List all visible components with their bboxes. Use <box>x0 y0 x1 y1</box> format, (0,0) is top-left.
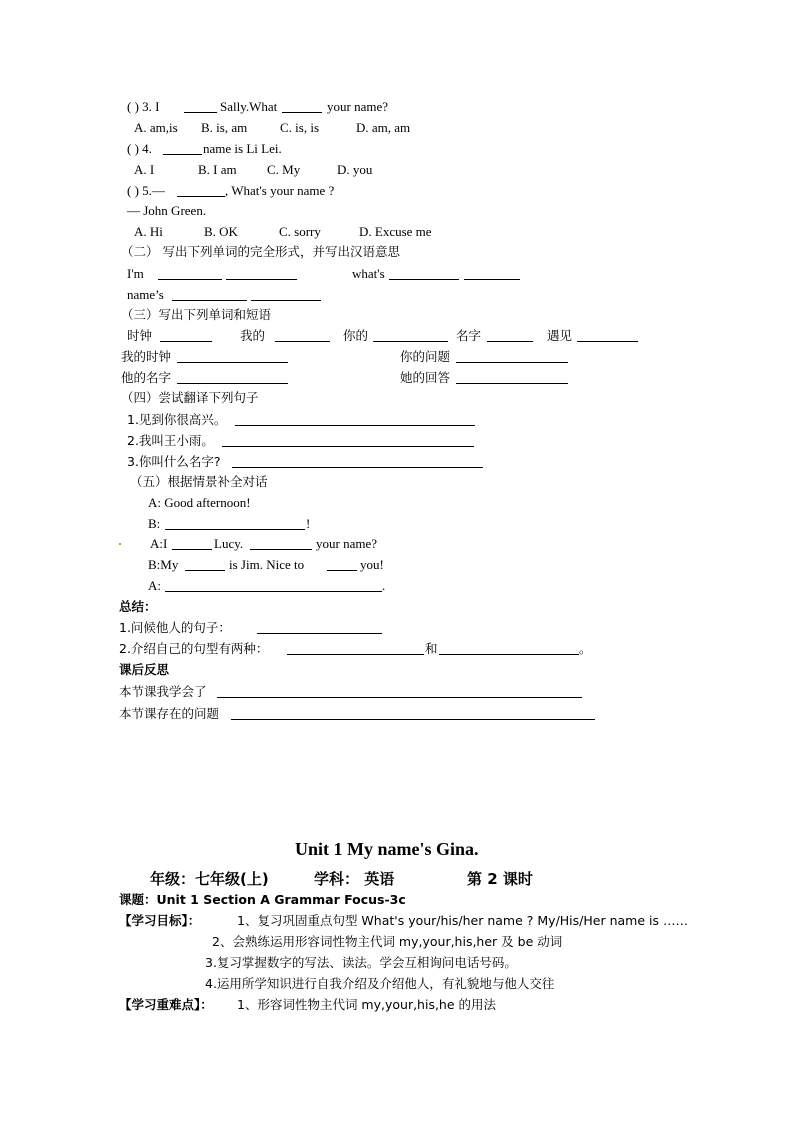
q4-stem-start: ( ) 4. <box>127 141 152 156</box>
reflection-1-text: 本节课我学会了 <box>119 684 207 699</box>
goal-2: 2、会熟练运用形容词性物主代词 my,your,his,her 及 be 动词 <box>212 934 563 949</box>
dialog-3-blank-2[interactable] <box>250 537 312 550</box>
reflection-2-blank[interactable] <box>231 707 595 720</box>
translate-2-blank[interactable] <box>222 434 474 447</box>
q5-stem-end: , What's your name ? <box>225 183 335 198</box>
dialog-3-end: your name? <box>316 536 378 551</box>
q3-blank-2[interactable] <box>282 100 322 113</box>
lesson-label: 第 2 课时 <box>467 870 533 888</box>
q5-option-b[interactable]: B. OK <box>204 224 238 239</box>
summary-2-and: 和 <box>425 641 438 656</box>
goal-4: 4.运用所学知识进行自我介绍及介绍他人，有礼貌地与他人交往 <box>205 976 555 991</box>
q4-stem-end: name is Li Lei. <box>203 141 282 156</box>
dialog-5-blank[interactable] <box>165 579 382 592</box>
name-blank[interactable] <box>487 329 533 342</box>
q5-option-c[interactable]: C. sorry <box>279 224 321 239</box>
translate-3-blank[interactable] <box>232 455 483 468</box>
reflection-2-text: 本节课存在的问题 <box>119 706 220 721</box>
key-points-label: 【学习重难点】： <box>119 997 213 1012</box>
summary-2-end: 。 <box>579 641 592 656</box>
q3-option-a[interactable]: A. am,is <box>134 120 178 135</box>
term-my-clock: 我的时钟 <box>121 349 172 364</box>
reflection-heading: 课后反思 <box>119 662 170 677</box>
q4-option-b[interactable]: B. I am <box>198 162 237 177</box>
q3-blank-1[interactable] <box>184 100 217 113</box>
q5-blank[interactable] <box>177 184 225 197</box>
translate-1-blank[interactable] <box>235 413 475 426</box>
q3-stem-start: ( ) 3. I <box>127 99 160 114</box>
dialog-2-blank[interactable] <box>165 517 305 530</box>
section-3-heading: （三）写出下列单词和短语 <box>121 307 272 322</box>
q5-stem-start: ( ) 5.— <box>127 183 165 198</box>
q3-option-b[interactable]: B. is, am <box>201 120 248 135</box>
summary-2-blank-2[interactable] <box>439 642 579 655</box>
your-question-blank[interactable] <box>456 350 568 363</box>
q5-option-a[interactable]: A. Hi <box>134 224 163 239</box>
dialog-2-speaker: B: <box>148 516 161 531</box>
margin-dot <box>119 543 121 545</box>
q4-blank[interactable] <box>163 142 202 155</box>
translate-1-text: 1.见到你很高兴。 <box>127 412 227 427</box>
your-blank[interactable] <box>373 329 448 342</box>
dialog-5-end: . <box>382 578 386 593</box>
lesson-topic: 课题：Unit 1 Section A Grammar Focus-3c <box>119 892 406 907</box>
whats-blank-2[interactable] <box>464 267 520 280</box>
term-your-question: 你的问题 <box>400 349 451 364</box>
meet-blank[interactable] <box>577 329 638 342</box>
q3-stem-mid: Sally.What <box>220 99 278 114</box>
q4-option-d[interactable]: D. you <box>337 162 373 177</box>
his-name-blank[interactable] <box>177 371 288 384</box>
word-names: name’s <box>127 287 164 302</box>
her-answer-blank[interactable] <box>456 371 568 384</box>
q5-reply: — John Green. <box>127 203 207 218</box>
goal-1: 1、复习巩固重点句型 What's your/his/her name ? My/His/Her name is …… <box>237 913 688 928</box>
q3-option-d[interactable]: D. am, am <box>356 120 411 135</box>
q5-option-d[interactable]: D. Excuse me <box>359 224 432 239</box>
section-2-heading: （二） 写出下列单词的完全形式，并写出汉语意思 <box>121 244 400 259</box>
word-whats: what's <box>352 266 385 281</box>
summary-2-blank-1[interactable] <box>287 642 424 655</box>
clock-blank[interactable] <box>160 329 212 342</box>
term-my: 我的 <box>240 328 266 343</box>
q4-option-c[interactable]: C. My <box>267 162 301 177</box>
my-blank[interactable] <box>275 329 330 342</box>
dialog-3-blank-1[interactable] <box>172 537 212 550</box>
dialog-4-blank-2[interactable] <box>327 558 357 571</box>
q3-option-c[interactable]: C. is, is <box>280 120 320 135</box>
dialog-4-mid: is Jim. Nice to <box>229 557 305 572</box>
translate-2-text: 2.我叫王小雨。 <box>127 433 214 448</box>
dialog-2-end: ! <box>306 516 311 531</box>
term-her-answer: 她的回答 <box>400 370 451 385</box>
dialog-5-speaker: A: <box>148 578 161 593</box>
names-blank-1[interactable] <box>172 288 247 301</box>
whats-blank-1[interactable] <box>389 267 459 280</box>
term-your: 你的 <box>343 328 369 343</box>
term-his-name: 他的名字 <box>121 370 172 385</box>
grade-label: 年级：七年级(上) <box>150 870 269 888</box>
dialog-line-1: A: Good afternoon! <box>148 495 251 510</box>
dialog-4-start: B:My <box>148 557 179 572</box>
my-clock-blank[interactable] <box>177 350 288 363</box>
unit-title: Unit 1 My name's Gina. <box>295 839 479 859</box>
term-meet: 遇见 <box>547 328 573 343</box>
dialog-3-start: A:I <box>150 536 168 551</box>
section-4-heading: （四）尝试翻译下列句子 <box>121 390 259 405</box>
names-blank-2[interactable] <box>251 288 321 301</box>
summary-2-text: 2.介绍自己的句型有两种： <box>119 641 269 656</box>
goals-label: 【学习目标】： <box>119 913 201 928</box>
summary-heading: 总结： <box>119 599 157 614</box>
summary-1-blank[interactable] <box>257 621 382 634</box>
dialog-4-end: you! <box>360 557 384 572</box>
term-clock: 时钟 <box>127 328 153 343</box>
summary-1-text: 1.问候他人的句子： <box>119 620 231 635</box>
dialog-3-mid: Lucy. <box>214 536 244 551</box>
q4-option-a[interactable]: A. I <box>134 162 155 177</box>
subject-label: 学科： 英语 <box>314 870 395 888</box>
goal-3: 3.复习掌握数字的写法、读法。学会互相询问电话号码。 <box>205 955 517 970</box>
key-point-1: 1、形容词性物主代词 my,your,his,he 的用法 <box>237 997 497 1012</box>
translate-3-text: 3.你叫什么名字? <box>127 454 221 469</box>
term-name: 名字 <box>456 328 482 343</box>
word-im: I'm <box>127 266 144 281</box>
dialog-4-blank-1[interactable] <box>185 558 225 571</box>
section-5-heading: （五）根据情景补全对话 <box>130 474 268 489</box>
q3-stem-end: your name? <box>327 99 389 114</box>
im-blank-1[interactable] <box>158 267 222 280</box>
reflection-1-blank[interactable] <box>217 685 582 698</box>
im-blank-2[interactable] <box>226 267 297 280</box>
